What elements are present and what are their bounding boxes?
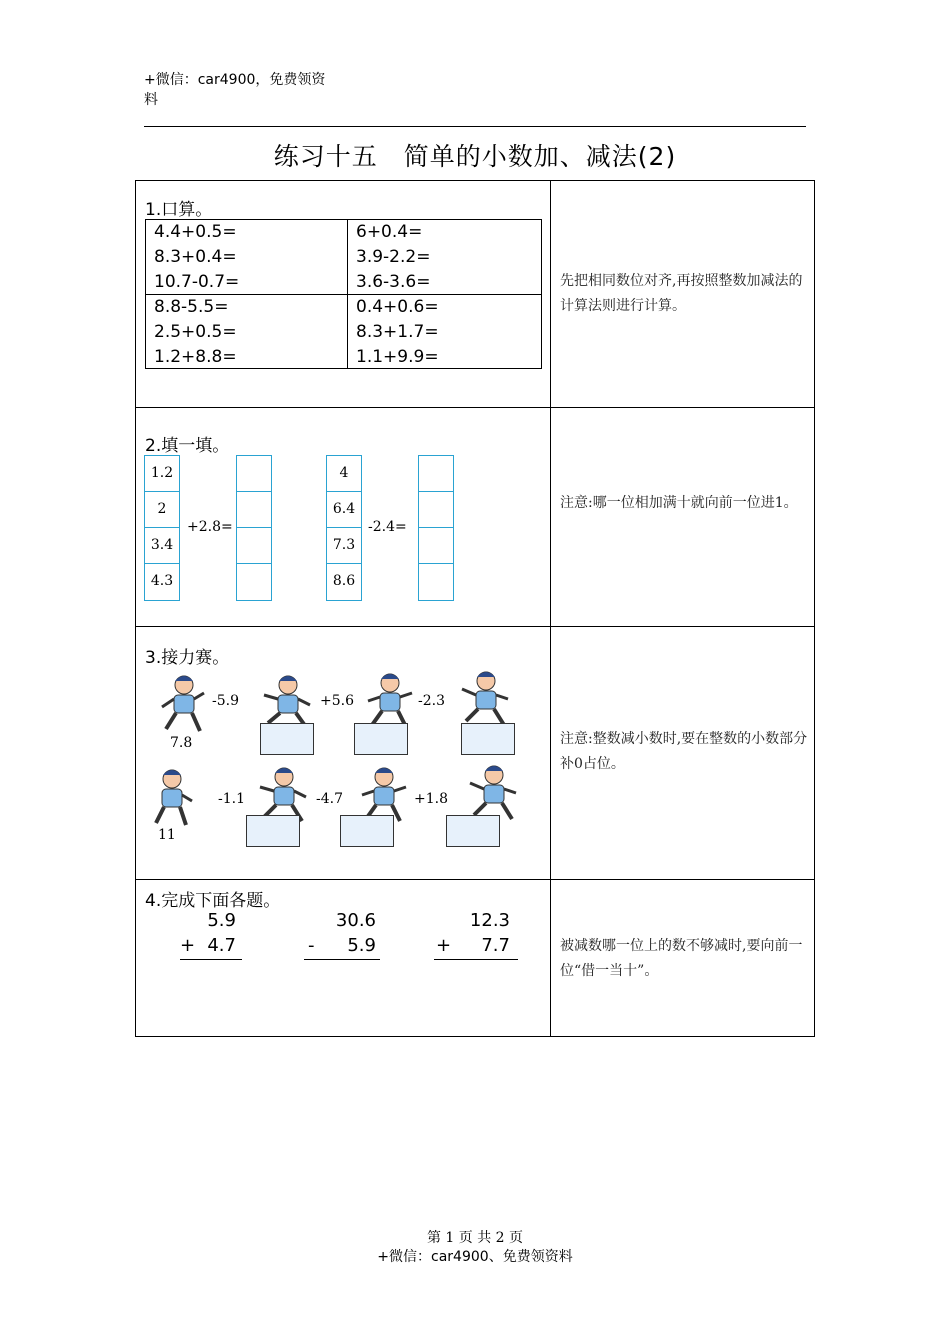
- q1-title: 1.口算。: [145, 200, 213, 220]
- q2-tip: 注意:哪一位相加满十就向前一位进1。: [560, 495, 798, 511]
- q2-answer-cell[interactable]: [419, 564, 453, 600]
- q2-answer-cell[interactable]: [237, 456, 271, 492]
- q1-eq: 6+0.4=: [356, 222, 423, 242]
- q4-bottom-number: 7.7: [481, 935, 510, 956]
- q2-answer-column-right: [418, 455, 454, 601]
- q2-right-operator: -2.4=: [368, 519, 407, 535]
- q2-answer-cell[interactable]: [419, 528, 453, 564]
- q3-row1-op: -2.3: [418, 693, 445, 709]
- q2-given-cell: 8.6: [332, 573, 356, 589]
- q1-eq: 0.4+0.6=: [356, 297, 439, 317]
- page-number: 第 1 页 共 2 页: [426, 1230, 524, 1246]
- runner-figure: [154, 673, 210, 737]
- q4-bottom-number: 5.9: [347, 935, 376, 956]
- q2-answer-cell[interactable]: [419, 456, 453, 492]
- footer-note: +微信：car4900、免费领资料: [377, 1249, 573, 1265]
- q4-answer-line: [304, 959, 380, 960]
- q3-answer-box[interactable]: [446, 815, 500, 847]
- q2-left-operator: +2.8=: [187, 519, 233, 535]
- q1-eq: 4.4+0.5=: [154, 222, 237, 242]
- q4-operator: +: [436, 935, 452, 956]
- q2-given-cell: 4: [327, 456, 361, 492]
- q2-given-cell: 3.4: [145, 528, 179, 564]
- column-divider: [550, 181, 551, 1036]
- q3-answer-box[interactable]: [354, 723, 408, 755]
- page-title: 练习十五 简单的小数加、减法(2): [273, 142, 677, 171]
- q2-answer-column-left: [236, 455, 272, 601]
- q3-answer-box[interactable]: [340, 815, 394, 847]
- header-rule: [144, 126, 806, 127]
- q2-answer-cell[interactable]: [237, 528, 271, 564]
- q2-given-column-left: [144, 455, 180, 601]
- q3-row2-op: -1.1: [218, 791, 245, 807]
- q2-given-cell: 7.3: [327, 528, 361, 564]
- q3-row1-op: +5.6: [320, 693, 354, 709]
- q3-title: 3.接力赛。: [145, 648, 230, 668]
- q3-row1-start: 7.8: [170, 735, 193, 751]
- q1-eq: 10.7-0.7=: [154, 272, 240, 292]
- q1-calc-table: [145, 219, 542, 369]
- q1-eq: 8.3+1.7=: [356, 322, 439, 342]
- exercise-table: [135, 180, 815, 1037]
- q4-top-number: 12.3: [469, 910, 510, 931]
- q2-given-cell: 6.4: [327, 492, 361, 528]
- q1-eq: 2.5+0.5=: [154, 322, 237, 342]
- header-note: +微信：car4900，免费领资料: [144, 72, 326, 108]
- q4-bottom-number: 4.7: [207, 935, 236, 956]
- q4-tip: 被减数哪一位上的数不够减时,要向前一位“借一当十”。: [560, 938, 803, 979]
- q3-answer-box[interactable]: [260, 723, 314, 755]
- q1-eq: 8.8-5.5=: [154, 297, 229, 317]
- q3-row2-start: 11: [158, 827, 176, 843]
- q1-tip: 先把相同数位对齐,再按照整数加减法的计算法则进行计算。: [560, 273, 803, 314]
- q1-eq: 1.1+9.9=: [356, 347, 439, 367]
- q2-answer-cell[interactable]: [237, 492, 271, 528]
- q3-row2-op: -4.7: [316, 791, 343, 807]
- q4-operator: -: [308, 935, 315, 956]
- q3-row1-op: -5.9: [212, 693, 239, 709]
- q3-answer-box[interactable]: [461, 723, 515, 755]
- q2-answer-cell[interactable]: [419, 492, 453, 528]
- q2-given-column-right: [326, 455, 362, 601]
- q3-row2-op: +1.8: [414, 791, 448, 807]
- q2-given-cell: 1.2: [145, 456, 179, 492]
- q2-title: 2.填一填。: [145, 436, 230, 456]
- q3-answer-box[interactable]: [246, 815, 300, 847]
- q1-eq: 3.6-3.6=: [356, 272, 431, 292]
- q2-answer-cell[interactable]: [237, 564, 271, 600]
- q4-answer-line: [180, 959, 242, 960]
- q4-answer-line: [434, 959, 518, 960]
- q1-eq: 8.3+0.4=: [154, 247, 237, 267]
- q2-given-cell: 2: [145, 492, 179, 528]
- runner-figure: [144, 767, 200, 831]
- q4-top-number: 30.6: [335, 910, 376, 931]
- q1-eq: 3.9-2.2=: [356, 247, 431, 267]
- q4-operator: +: [180, 935, 196, 956]
- q1-eq: 1.2+8.8=: [154, 347, 237, 367]
- row-divider: [136, 626, 814, 627]
- q4-title: 4.完成下面各题。: [145, 891, 281, 911]
- q4-top-number: 5.9: [207, 910, 236, 931]
- q2-given-cell: 4.3: [150, 573, 174, 589]
- row-divider: [136, 407, 814, 408]
- row-divider: [136, 879, 814, 880]
- q3-tip: 注意:整数减小数时,要在整数的小数部分补0占位。: [560, 731, 808, 772]
